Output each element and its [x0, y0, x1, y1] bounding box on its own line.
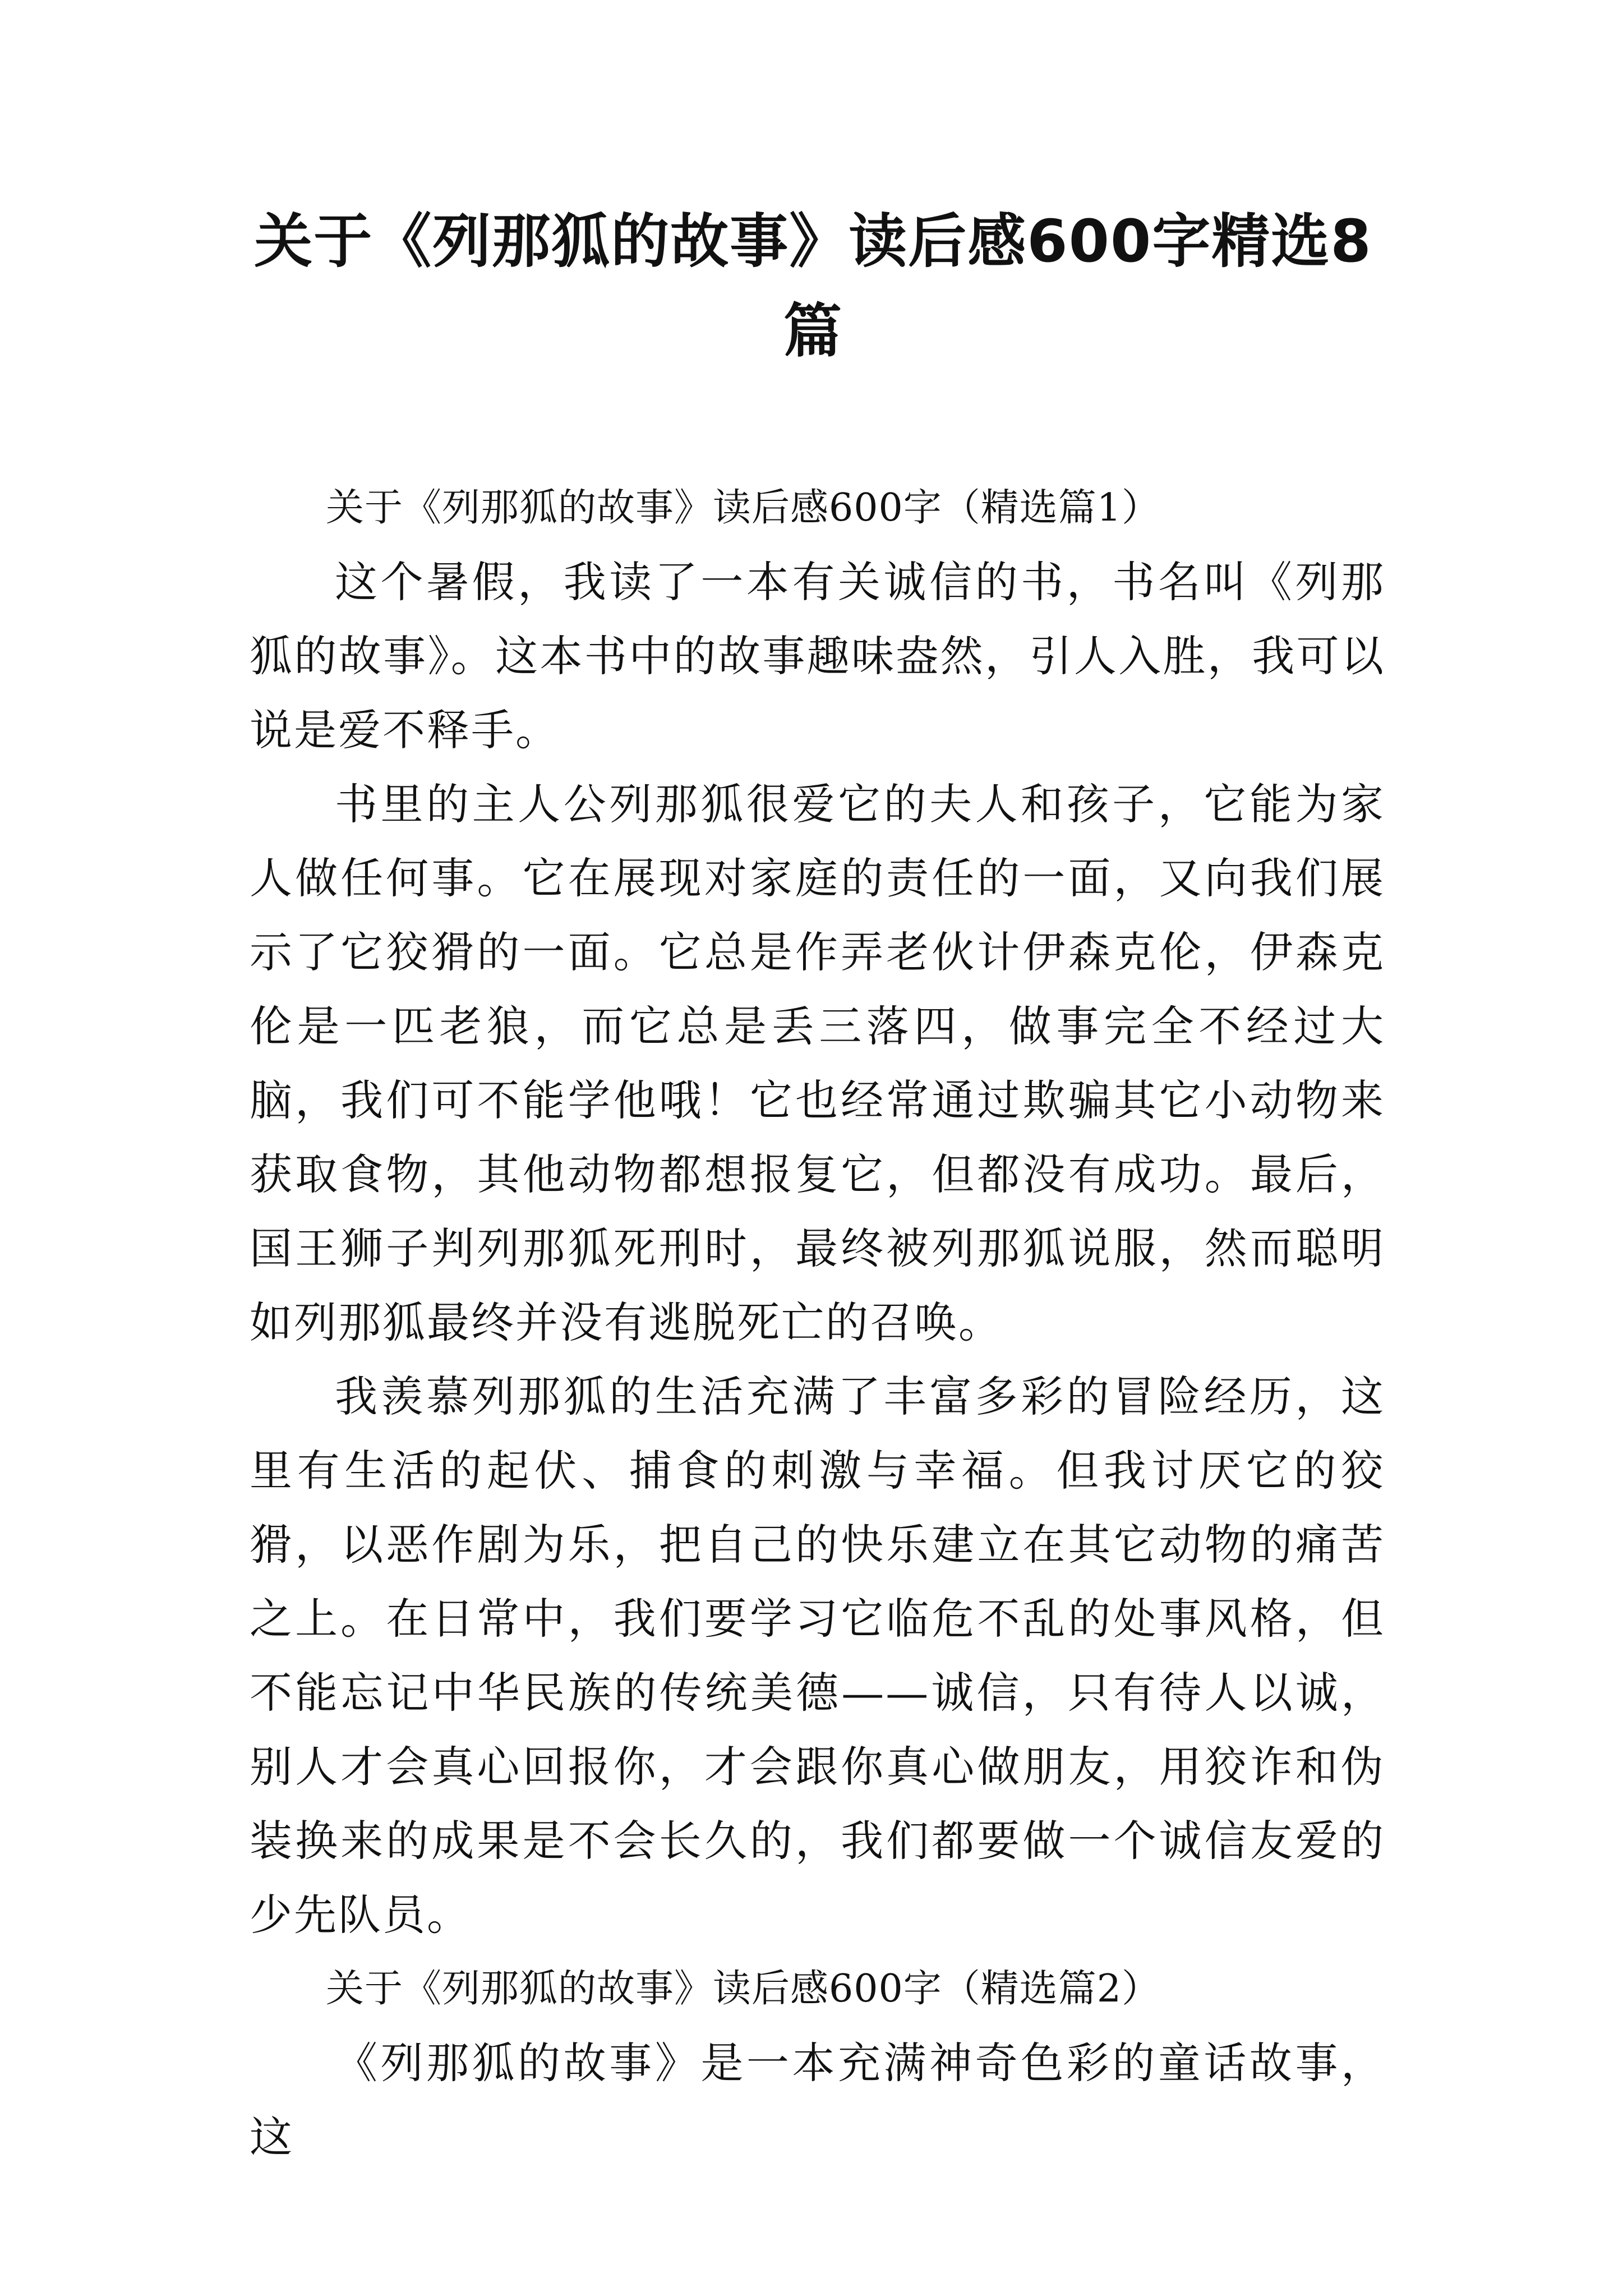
paragraph-1-1: 这个暑假，我读了一本有关诚信的书，书名叫《列那狐的故事》。这本书中的故事趣味盎然，引人入胜，我可以说是爱不释手。: [250, 557, 1385, 755]
paragraph-1-3: 我羡慕列那狐的生活充满了丰富多彩的冒险经历，这里有生活的起伏、捕食的刺激与幸福。但我讨厌它的狡猾，以恶作剧为乐，把自己的快乐建立在其它动物的痛苦之上。在日常中，我们要学习它临危不乱的处事风格，但不能忘记中华民族的传统美德——诚信，只有待人以诚，别人才会真心回报你，才会跟你真心做朋友，用狡诈和伪装换来的成果是不会长久的，我们都要做一个诚信友爱的少先队员。: [250, 1372, 1385, 1940]
document-title: 关于《列那狐的故事》读后感600字精选8篇: [254, 207, 1372, 365]
paragraph-1-2: 书里的主人公列那狐很爱它的夫人和孩子，它能为家人做任何事。它在展现对家庭的责任的一面，又向我们展示了它狡猾的一面。它总是作弄老伙计伊森克伦，伊森克伦是一匹老狼，而它总是丢三落四，做事完全不经过大脑，我们可不能学他哦！它也经常通过欺骗其它小动物来获取食物，其他动物都想报复它，但都没有成功。最后，国王狮子判列那狐死刑时，最终被列那狐说服，然而聪明如列那狐最终并没有逃脱死亡的召唤。: [250, 779, 1385, 1347]
paragraph-2-1: 《列那狐的故事》是一本充满神奇色彩的童话故事，这: [250, 2038, 1385, 2162]
document-body: [250, 471, 1385, 2174]
section-heading-2: 关于《列那狐的故事》读后感600字（精选篇2）: [326, 1967, 1161, 2011]
section-heading-1: 关于《列那狐的故事》读后感600字（精选篇1）: [326, 486, 1161, 530]
